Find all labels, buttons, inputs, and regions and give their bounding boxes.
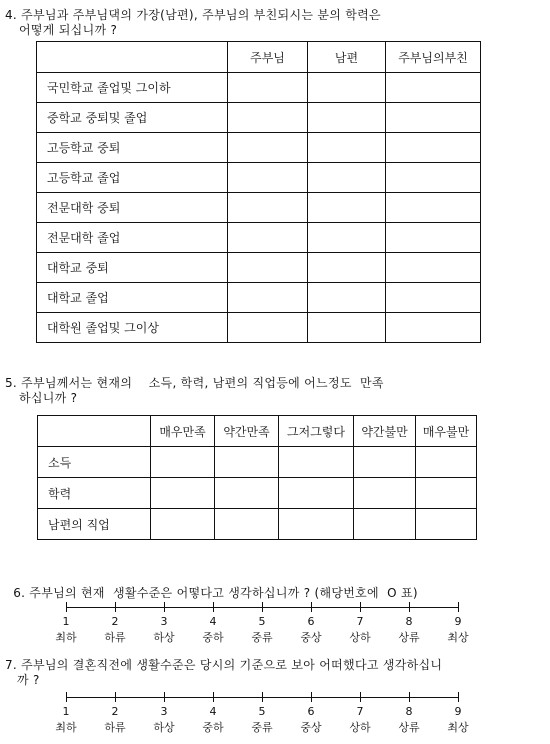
- scale-label: 중상: [300, 631, 322, 644]
- answer-cell[interactable]: [308, 283, 386, 313]
- scale-option-3[interactable]: 3: [160, 705, 168, 718]
- scale-option-9[interactable]: 9: [454, 615, 462, 628]
- satisfaction-table-header: [38, 416, 477, 447]
- scale-tick: [262, 602, 263, 612]
- satisfaction-row-label: 남편의 직업: [38, 509, 151, 540]
- answer-cell[interactable]: [151, 478, 215, 509]
- scale-label: 상류: [398, 631, 420, 644]
- table-row: [38, 447, 477, 478]
- scale-option-6[interactable]: 6: [307, 705, 315, 718]
- scale-option-8[interactable]: 8: [405, 615, 413, 628]
- scale-label: 중류: [251, 721, 273, 734]
- col-header-very-satisfied: 매우만족: [151, 416, 215, 447]
- education-table: [36, 41, 481, 343]
- answer-cell[interactable]: [416, 447, 477, 478]
- answer-cell[interactable]: [228, 163, 308, 193]
- answer-cell[interactable]: [386, 73, 481, 103]
- answer-cell[interactable]: [308, 253, 386, 283]
- table-row: [37, 223, 481, 253]
- col-header-self: 주부님: [228, 42, 308, 73]
- education-header-blank: [37, 42, 228, 73]
- answer-cell[interactable]: [308, 103, 386, 133]
- answer-cell[interactable]: [308, 133, 386, 163]
- satisfaction-row-label: 소득: [38, 447, 151, 478]
- question-6-text: 주부님의 현재 생활수준은 어떻다고 생각하십니까 ? (해당번호에 O 표): [29, 586, 418, 600]
- scale-option-7[interactable]: 7: [356, 615, 364, 628]
- answer-cell[interactable]: [279, 509, 354, 540]
- education-row-label: 국민학교 졸업및 그이하: [37, 73, 228, 103]
- scale-label: 중하: [202, 631, 224, 644]
- scale-label: 최상: [447, 631, 469, 644]
- answer-cell[interactable]: [308, 163, 386, 193]
- col-header-husband: 남편: [308, 42, 386, 73]
- scale-tick: [311, 692, 312, 702]
- scale-option-2[interactable]: 2: [111, 705, 119, 718]
- scale-option-6[interactable]: 6: [307, 615, 315, 628]
- scale-tick: [66, 602, 67, 612]
- answer-cell[interactable]: [308, 223, 386, 253]
- answer-cell[interactable]: [308, 73, 386, 103]
- answer-cell[interactable]: [386, 133, 481, 163]
- scale-tick: [164, 602, 165, 612]
- answer-cell[interactable]: [354, 509, 416, 540]
- education-row-label: 전문대학 중퇴: [37, 193, 228, 223]
- table-row: [37, 313, 481, 343]
- satisfaction-header-blank: [38, 416, 151, 447]
- scale-tick: [164, 692, 165, 702]
- scale-option-3[interactable]: 3: [160, 615, 168, 628]
- answer-cell[interactable]: [215, 447, 279, 478]
- answer-cell[interactable]: [354, 478, 416, 509]
- satisfaction-row-label: 학력: [38, 478, 151, 509]
- scale-option-4[interactable]: 4: [209, 615, 217, 628]
- scale-option-1[interactable]: 1: [62, 615, 70, 628]
- question-5-text-cont: 하십니까 ?: [19, 391, 78, 405]
- table-row: [37, 103, 481, 133]
- answer-cell[interactable]: [215, 478, 279, 509]
- question-6: [5, 571, 418, 601]
- scale-label: 상하: [349, 631, 371, 644]
- scale-tick: [213, 602, 214, 612]
- question-4-text-cont: 어떻게 되십니까 ?: [19, 23, 118, 37]
- table-row: [37, 73, 481, 103]
- answer-cell[interactable]: [416, 509, 477, 540]
- question-7-text-cont: 까 ?: [17, 673, 40, 687]
- scale-label: 최하: [55, 631, 77, 644]
- scale-tick: [66, 692, 67, 702]
- education-row-label: 전문대학 졸업: [37, 223, 228, 253]
- scale-label: 최하: [55, 721, 77, 734]
- table-row: [37, 253, 481, 283]
- question-5-text: 주부님께서는 현재의 소득, 학력, 남편의 직업등에 어느정도 만족: [21, 376, 384, 390]
- question-4: [5, 8, 381, 38]
- table-row: [37, 283, 481, 313]
- answer-cell[interactable]: [386, 223, 481, 253]
- col-header-father: 주부님의부친: [386, 42, 481, 73]
- scale-option-4[interactable]: 4: [209, 705, 217, 718]
- education-row-label: 대학원 졸업및 그이상: [37, 313, 228, 343]
- living-standard-scale-current: [0, 602, 550, 644]
- col-header-somewhat-satisfied: 약간만족: [215, 416, 279, 447]
- answer-cell[interactable]: [308, 193, 386, 223]
- answer-cell[interactable]: [386, 163, 481, 193]
- question-4-number: 4.: [5, 8, 18, 22]
- scale-option-1[interactable]: 1: [62, 705, 70, 718]
- answer-cell[interactable]: [215, 509, 279, 540]
- scale-label: 하상: [153, 721, 175, 734]
- answer-cell[interactable]: [151, 447, 215, 478]
- answer-cell[interactable]: [228, 73, 308, 103]
- answer-cell[interactable]: [228, 253, 308, 283]
- scale-label: 하류: [104, 631, 126, 644]
- scale-option-9[interactable]: 9: [454, 705, 462, 718]
- living-standard-scale-premarital: [0, 692, 550, 736]
- answer-cell[interactable]: [386, 313, 481, 343]
- answer-cell[interactable]: [386, 103, 481, 133]
- scale-option-7[interactable]: 7: [356, 705, 364, 718]
- answer-cell[interactable]: [228, 223, 308, 253]
- col-header-very-dissatisfied: 매우불만: [416, 416, 477, 447]
- scale-tick: [458, 602, 459, 612]
- col-header-neutral: 그저그렇다: [279, 416, 354, 447]
- education-row-label: 대학교 중퇴: [37, 253, 228, 283]
- scale-label: 중상: [300, 721, 322, 734]
- question-5: [5, 376, 384, 406]
- scale-option-8[interactable]: 8: [405, 705, 413, 718]
- table-row: [37, 163, 481, 193]
- col-header-somewhat-dissatisfied: 약간불만: [354, 416, 416, 447]
- scale-tick: [360, 602, 361, 612]
- scale-option-5[interactable]: 5: [258, 615, 266, 628]
- scale-label: 하상: [153, 631, 175, 644]
- question-7-number: 7.: [5, 658, 18, 672]
- answer-cell[interactable]: [279, 447, 354, 478]
- scale-label: 하류: [104, 721, 126, 734]
- answer-cell[interactable]: [228, 133, 308, 163]
- satisfaction-table: [37, 415, 477, 540]
- question-6-number: 6.: [13, 586, 26, 600]
- table-row: [37, 133, 481, 163]
- answer-cell[interactable]: [228, 103, 308, 133]
- answer-cell[interactable]: [354, 447, 416, 478]
- answer-cell[interactable]: [386, 283, 481, 313]
- question-7-text: 주부님의 결혼직전에 생활수준은 당시의 기준으로 보아 어떠했다고 생각하십니: [21, 658, 443, 672]
- education-row-label: 대학교 졸업: [37, 283, 228, 313]
- scale-label: 상하: [349, 721, 371, 734]
- table-row: [37, 193, 481, 223]
- table-row: [38, 478, 477, 509]
- table-row: [38, 509, 477, 540]
- scale-tick: [311, 602, 312, 612]
- scale-tick: [409, 692, 410, 702]
- scale-tick: [213, 692, 214, 702]
- question-4-text: 주부님과 주부님댁의 가장(남편), 주부님의 부친되시는 분의 학력은: [21, 8, 381, 22]
- question-5-number: 5.: [5, 376, 18, 390]
- answer-cell[interactable]: [228, 283, 308, 313]
- answer-cell[interactable]: [279, 478, 354, 509]
- education-row-label: 고등학교 중퇴: [37, 133, 228, 163]
- scale-label: 중하: [202, 721, 224, 734]
- scale-label: 상류: [398, 721, 420, 734]
- education-table-header: [37, 42, 481, 73]
- answer-cell[interactable]: [386, 253, 481, 283]
- scale-option-2[interactable]: 2: [111, 615, 119, 628]
- education-row-label: 고등학교 졸업: [37, 163, 228, 193]
- scale-tick: [115, 692, 116, 702]
- answer-cell[interactable]: [308, 313, 386, 343]
- answer-cell[interactable]: [228, 313, 308, 343]
- answer-cell[interactable]: [416, 478, 477, 509]
- education-row-label: 중학교 중퇴및 졸업: [37, 103, 228, 133]
- question-7: [5, 658, 442, 688]
- scale-tick: [262, 692, 263, 702]
- answer-cell[interactable]: [151, 509, 215, 540]
- scale-tick: [360, 692, 361, 702]
- scale-option-5[interactable]: 5: [258, 705, 266, 718]
- scale-tick: [458, 692, 459, 702]
- scale-tick: [409, 602, 410, 612]
- answer-cell[interactable]: [228, 193, 308, 223]
- scale-label: 중류: [251, 631, 273, 644]
- scale-label: 최상: [447, 721, 469, 734]
- answer-cell[interactable]: [386, 193, 481, 223]
- scale-tick: [115, 602, 116, 612]
